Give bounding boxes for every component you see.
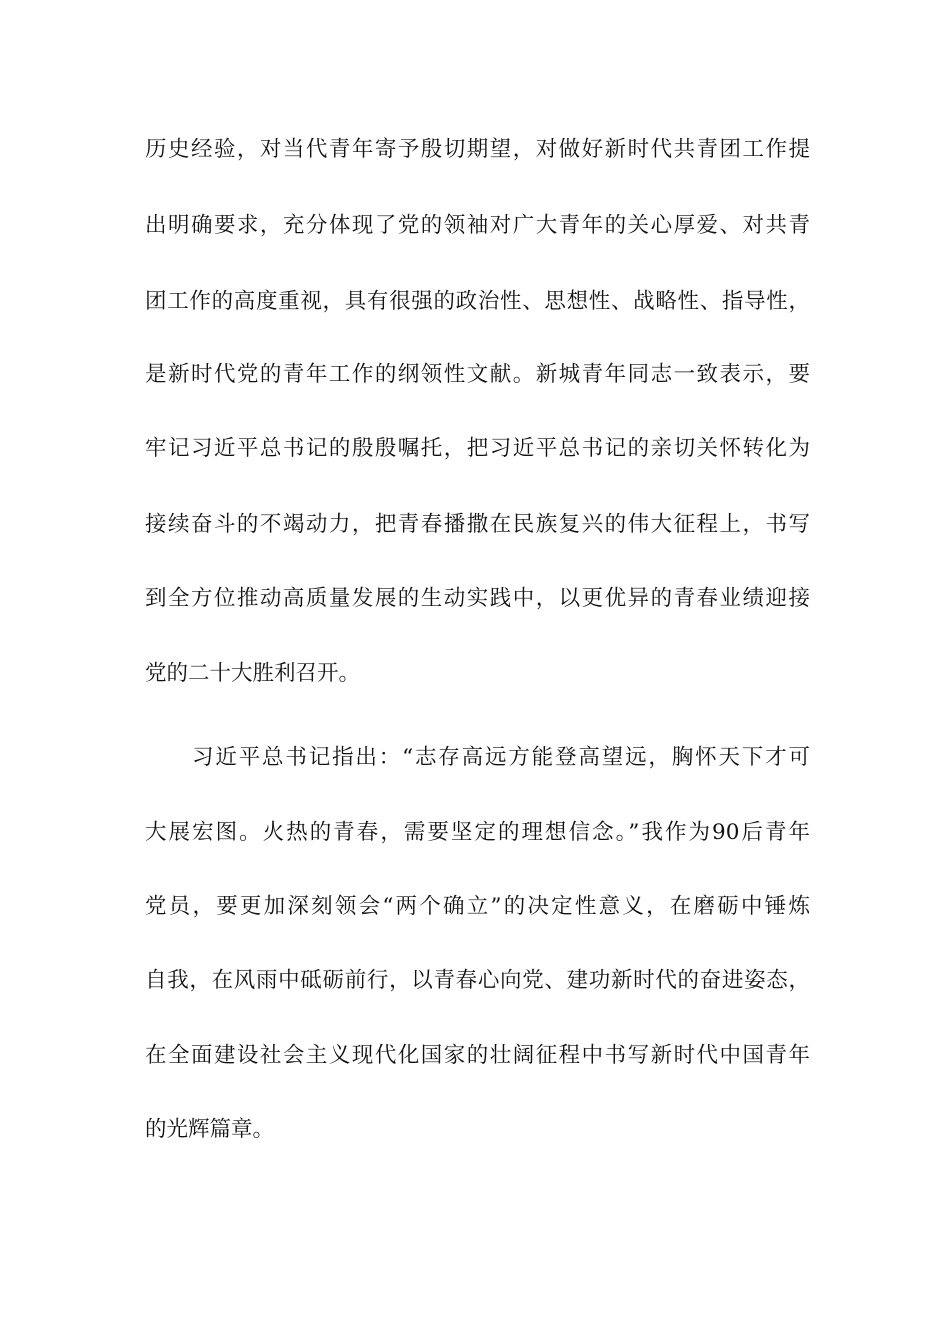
- text-line-paragraph-start: 习近平总书记指出：“志存高远方能登高望远，胸怀天下才可: [192, 745, 810, 770]
- text-line: 团工作的高度重视，具有很强的政治性、思想性、战略性、指导性，: [145, 289, 810, 314]
- text-line-paragraph-end: 党的二十大胜利召开。: [145, 661, 361, 686]
- text-line: 历史经验，对当代青年寄予殷切期望，对做好新时代共青团工作提: [145, 137, 810, 162]
- text-line-paragraph-end: 的光辉篇章。: [145, 1117, 275, 1142]
- text-line: 出明确要求，充分体现了党的领袖对广大青年的关心厚爱、对共青: [145, 213, 810, 238]
- text-line: 党员，要更加深刻领会“两个确立”的决定性意义，在磨砺中锤炼: [145, 894, 810, 919]
- text-line: 牢记习近平总书记的殷殷嘱托，把习近平总书记的亲切关怀转化为: [145, 436, 810, 461]
- text-line: 大展宏图。火热的青春，需要坚定的理想信念。”我作为90后青年: [145, 820, 810, 845]
- text-line: 自我，在风雨中砥砺前行，以青春心向党、建功新时代的奋进姿态，: [145, 968, 810, 993]
- text-line: 在全面建设社会主义现代化国家的壮阔征程中书写新时代中国青年: [145, 1043, 810, 1068]
- text-line: 接续奋斗的不竭动力，把青春播撒在民族复兴的伟大征程上，书写: [145, 512, 810, 537]
- text-line: 到全方位推动高质量发展的生动实践中，以更优异的青春业绩迎接: [145, 586, 810, 611]
- text-line: 是新时代党的青年工作的纲领性文献。新城青年同志一致表示，要: [145, 362, 810, 387]
